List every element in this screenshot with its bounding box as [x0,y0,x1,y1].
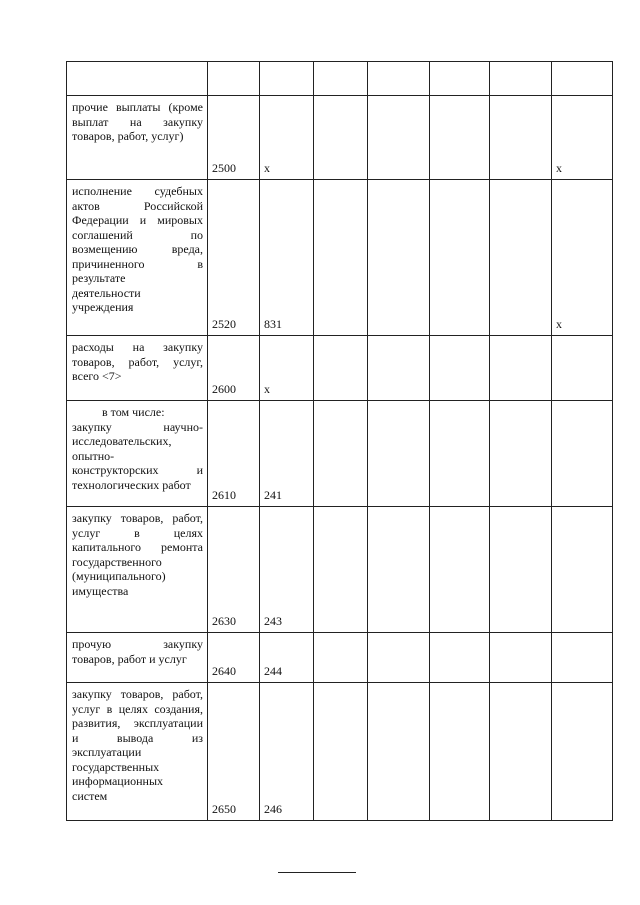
description-line: закупку товаров, работ, [72,511,203,525]
row-kosgu: x [260,336,314,401]
description-line: расходы на закупку [72,340,203,354]
table-row [67,507,613,633]
description-line: всего <7> [72,369,122,383]
description-line: Федерации и мировых [72,213,203,227]
empty-cell [368,507,430,633]
row-kosgu: 246 [260,683,314,821]
row-kosgu: 831 [260,180,314,336]
row-kosgu: 244 [260,633,314,683]
empty-cell [430,633,490,683]
empty-cell [368,633,430,683]
empty-cell [368,96,430,180]
row-kosgu: 243 [260,507,314,633]
empty-cell [314,96,368,180]
description-line: закупку научно- [72,419,203,434]
empty-cell [430,507,490,633]
table-row [67,633,613,683]
table-row [67,336,613,401]
empty-cell [490,633,552,683]
empty-cell [368,336,430,401]
row-last-mark [552,683,613,821]
row-code: 2610 [208,401,260,507]
description-line: имущества [72,583,129,598]
row-description [67,683,208,821]
empty-cell [368,180,430,336]
header-cell [552,62,613,96]
header-row [67,62,613,96]
row-kosgu: 241 [260,401,314,507]
budget-table [66,61,613,821]
description-line: товаров, работ и услуг [72,651,187,666]
description-line: причиненного в [72,256,203,271]
row-last-mark: x [552,180,613,336]
empty-cell [430,336,490,401]
row-description [67,180,208,336]
empty-cell [314,633,368,683]
description-line: (муниципального) [72,569,166,583]
description-line: капитального ремонта [72,540,203,554]
row-last-mark [552,401,613,507]
header-cell [208,62,260,96]
empty-cell [430,683,490,821]
row-description [67,96,208,180]
description-line: прочие выплаты (кроме [72,100,203,114]
description-line: эксплуатации [72,745,142,759]
header-cell [490,62,552,96]
row-code: 2520 [208,180,260,336]
row-last-mark: x [552,96,613,180]
description-line: закупку товаров, работ, [72,687,203,701]
description-line: в том числе: [102,405,165,419]
description-line: соглашений по [72,227,203,242]
row-code: 2650 [208,683,260,821]
row-code: 2600 [208,336,260,401]
empty-cell [490,507,552,633]
row-last-mark [552,336,613,401]
header-cell [314,62,368,96]
empty-cell [430,180,490,336]
description-line: исследовательских, [72,434,172,448]
description-line: и вывода из [72,730,203,745]
description-line: развития, эксплуатации [72,716,203,730]
empty-cell [490,683,552,821]
description-line: опытно- [72,448,115,463]
row-code: 2500 [208,96,260,180]
row-last-mark [552,633,613,683]
description-line: систем [72,788,108,803]
row-last-mark [552,507,613,633]
description-line: актов Российской [72,198,203,213]
table-row [67,96,613,180]
description-line: информационных [72,774,164,788]
empty-cell [490,401,552,507]
empty-cell [490,336,552,401]
empty-cell [314,683,368,821]
table-row [67,683,613,821]
row-code: 2630 [208,507,260,633]
empty-cell [430,401,490,507]
empty-cell [368,683,430,821]
description-line: товаров, работ, услуг) [72,129,184,143]
row-kosgu: x [260,96,314,180]
description-line: услуг в целях создания, [72,701,203,716]
description-line: товаров, работ, услуг, [72,354,203,369]
empty-cell [430,96,490,180]
header-cell [430,62,490,96]
row-description [67,633,208,683]
description-line: услуг в целях [72,525,203,540]
row-description [67,336,208,401]
description-line: выплат на закупку [72,114,203,129]
empty-cell [490,96,552,180]
description-line: конструкторских и [72,463,203,477]
row-description [67,507,208,633]
footer-rule [278,872,356,873]
description-line: технологических работ [72,477,191,492]
row-code: 2640 [208,633,260,683]
row-description [67,401,208,507]
empty-cell [490,180,552,336]
empty-cell [314,507,368,633]
description-line: государственного [72,554,162,569]
description-line: возмещению вреда, [72,242,203,256]
header-cell [368,62,430,96]
description-line: государственных [72,759,160,774]
header-cell [67,62,208,96]
header-cell [260,62,314,96]
description-line: деятельности [72,285,141,300]
empty-cell [314,401,368,507]
empty-cell [314,180,368,336]
description-line: учреждения [72,300,134,314]
table-row [67,401,613,507]
description-line: прочую закупку [72,637,203,651]
description-line: исполнение судебных [72,184,203,198]
table-row [67,180,613,336]
empty-cell [368,401,430,507]
empty-cell [314,336,368,401]
description-line: результате [72,271,126,285]
